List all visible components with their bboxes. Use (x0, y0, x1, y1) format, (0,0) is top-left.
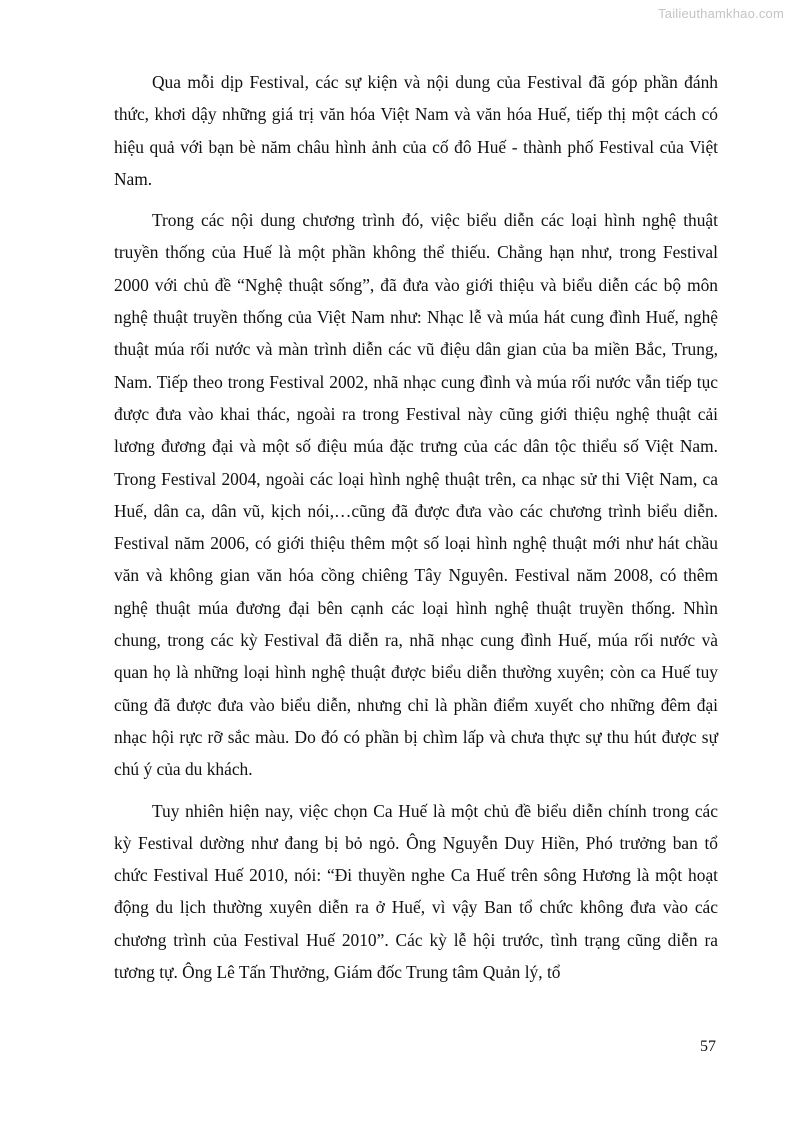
paragraph-2: Trong các nội dung chương trình đó, việc biểu diễn các loại hình nghệ thuật truyền thống của Huế là một phần không thể thiếu. Chẳng hạn như, trong Festival 2000 với chủ đề “Nghệ thuật sống”, đã đưa vào giới thiệu và biểu diễn các bộ môn nghệ thuật truyền thống của Việt Nam như: Nhạc lễ và múa hát cung đình Huế, nghệ thuật múa rối nước và màn trình diễn các vũ điệu dân gian của ba miền Bắc, Trung, Nam. Tiếp theo trong Festival 2002, nhã nhạc cung đình và múa rối nước vẫn tiếp tục được đưa vào khai thác, ngoài ra trong Festival này cũng giới thiệu nghệ thuật cải lương đương đại và một số điệu múa đặc trưng của các dân tộc thiểu số Việt Nam. Trong Festival 2004, ngoài các loại hình nghệ thuật trên, ca nhạc sử thi Việt Nam, ca Huế, dân ca, dân vũ, kịch nói,…cũng đã được đưa vào các chương trình biểu diễn. Festival năm 2006, có giới thiệu thêm một số loại hình nghệ thuật mới như hát chầu văn và không gian văn hóa cồng chiêng Tây Nguyên. Festival năm 2008, có thêm nghệ thuật múa đương đại bên cạnh các loại hình nghệ thuật truyền thống. Nhìn chung, trong các kỳ Festival đã diễn ra, nhã nhạc cung đình Huế, múa rối nước và quan họ là những loại hình nghệ thuật được biểu diễn thường xuyên; còn ca Huế tuy cũng đã được đưa vào biểu diễn, nhưng chỉ là phần điểm xuyết cho những đêm đại nhạc hội rực rỡ sắc màu. Do đó có phần bị chìm lấp và chưa thực sự thu hút được sự chú ý của du khách. (114, 210, 718, 780)
page-number: 57 (700, 1038, 716, 1055)
document-body (114, 66, 718, 997)
paragraph-3: Tuy nhiên hiện nay, việc chọn Ca Huế là một chủ đề biểu diễn chính trong các kỳ Festival dường như đang bị bỏ ngỏ. Ông Nguyễn Duy Hiền, Phó trưởng ban tổ chức Festival Huế 2010, nói: “Đi thuyền nghe Ca Huế trên sông Hương là một hoạt động du lịch thường xuyên diễn ra ở Huế, vì vậy Ban tổ chức không đưa vào các chương trình của Festival Huế 2010”. Các kỳ lễ hội trước, tình trạng cũng diễn ra tương tự. Ông Lê Tấn Thưởng, Giám đốc Trung tâm Quản lý, tổ (114, 800, 718, 983)
paragraph-1: Qua mỗi dịp Festival, các sự kiện và nội dung của Festival đã góp phần đánh thức, khơi dậy những giá trị văn hóa Việt Nam và văn hóa Huế, tiếp thị một cách có hiệu quả với bạn bè năm châu hình ảnh của cố đô Huế - thành phố Festival của Việt Nam. (114, 72, 718, 189)
watermark: Tailieuthamkhao.com (658, 6, 784, 21)
